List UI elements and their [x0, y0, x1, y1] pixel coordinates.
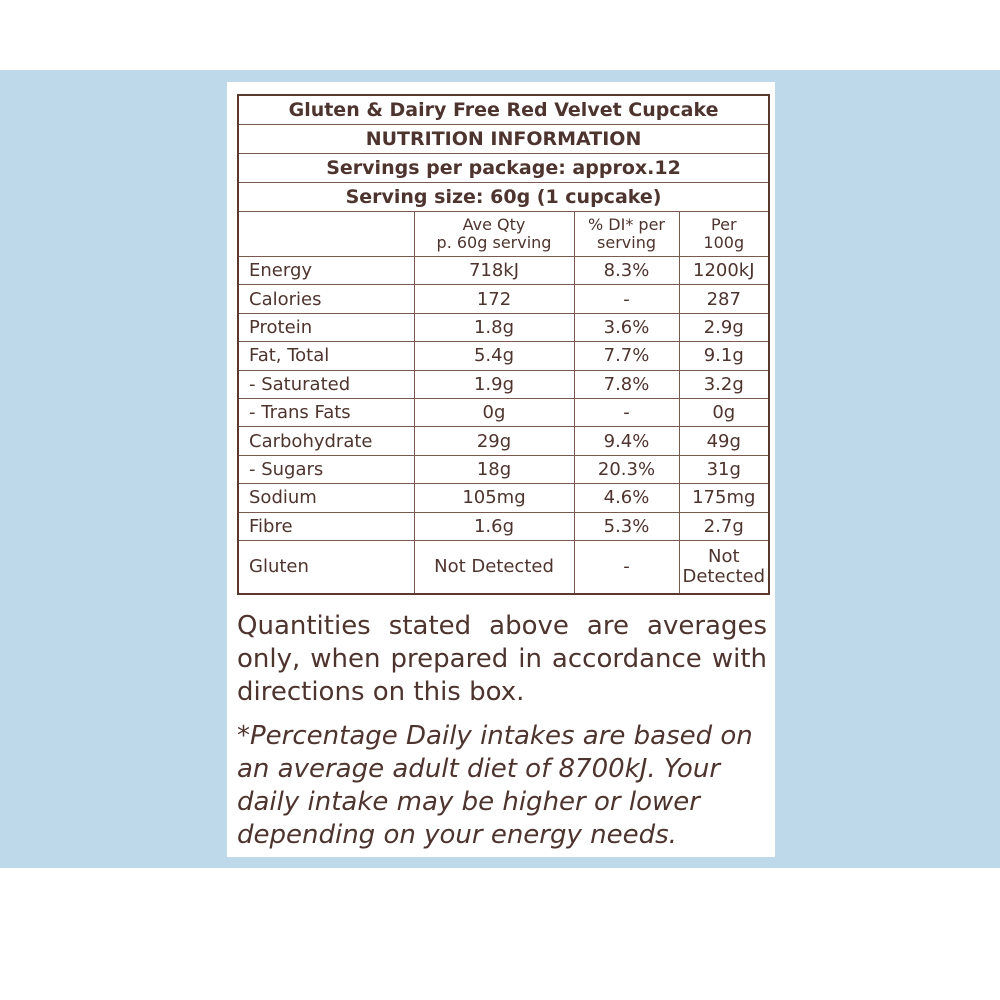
nutrient-name: Energy — [238, 257, 414, 285]
per-serving-value: 18g — [414, 455, 574, 483]
nutrient-name: Carbohydrate — [238, 427, 414, 455]
nutrition-table — [237, 94, 770, 595]
per-100g-line1: Not — [708, 545, 740, 567]
per-serving-value: 0g — [414, 398, 574, 426]
nutrient-name: - Sugars — [238, 455, 414, 483]
header-per-serving — [414, 212, 574, 257]
daily-intake-value: 8.3% — [574, 257, 679, 285]
per-serving-value: Not Detected — [414, 540, 574, 594]
per-100g-value: 9.1g — [679, 342, 769, 370]
per-100g-value: 175mg — [679, 484, 769, 512]
daily-intake-value: - — [574, 285, 679, 313]
per-serving-value: 172 — [414, 285, 574, 313]
daily-intake-value: 9.4% — [574, 427, 679, 455]
header-per100-line2: 100g — [703, 233, 745, 252]
nutrient-name: Protein — [238, 313, 414, 341]
header-per100-line1: Per — [711, 215, 737, 234]
nutrient-name: Fat, Total — [238, 342, 414, 370]
daily-intake-value: - — [574, 398, 679, 426]
serving-size: Serving size: 60g (1 cupcake) — [238, 183, 769, 212]
nutrient-row-fat-total — [238, 342, 769, 370]
per-100g-value: 2.9g — [679, 313, 769, 341]
per-serving-value: 1.8g — [414, 313, 574, 341]
daily-intake-value: 20.3% — [574, 455, 679, 483]
header-daily-intake — [574, 212, 679, 257]
nutrient-row-fibre — [238, 512, 769, 540]
header-per-100g — [679, 212, 769, 257]
per-100g-value: 1200kJ — [679, 257, 769, 285]
per-100g-value — [679, 540, 769, 594]
per-serving-value: 1.9g — [414, 370, 574, 398]
servings-per-package: Servings per package: approx.12 — [238, 154, 769, 183]
per-serving-value: 1.6g — [414, 512, 574, 540]
nutrient-name: Calories — [238, 285, 414, 313]
nutrient-row-carbohydrate — [238, 427, 769, 455]
nutrient-name: Gluten — [238, 540, 414, 594]
header-per-serving-line1: Ave Qty — [462, 215, 526, 234]
nutrient-name: - Trans Fats — [238, 398, 414, 426]
per-100g-line2: Detected — [682, 565, 766, 587]
nutrient-name: - Saturated — [238, 370, 414, 398]
header-di-line2: serving — [597, 233, 656, 252]
product-name: Gluten & Dairy Free Red Velvet Cupcake — [238, 95, 769, 125]
daily-intake-disclaimer: *Percentage Daily intakes are based on an average adult diet of 8700kJ. Your daily intake may be higher or lower depending on your energy needs. — [237, 721, 753, 850]
nutrient-row-saturated — [238, 370, 769, 398]
per-serving-value: 718kJ — [414, 257, 574, 285]
nutrient-row-sugars — [238, 455, 769, 483]
per-100g-value: 3.2g — [679, 370, 769, 398]
daily-intake-value: 7.7% — [574, 342, 679, 370]
header-di-line1: % DI* per — [588, 215, 665, 234]
per-100g-value: 49g — [679, 427, 769, 455]
per-serving-value: 105mg — [414, 484, 574, 512]
column-header-row — [238, 212, 769, 257]
daily-intake-value: 5.3% — [574, 512, 679, 540]
nutrition-label — [227, 82, 775, 857]
nutrient-row-protein — [238, 313, 769, 341]
nutrient-row-gluten — [238, 540, 769, 594]
nutrient-row-calories — [238, 285, 769, 313]
nutrient-row-trans-fats — [238, 398, 769, 426]
quantities-note: Quantities stated above are averages only, when prepared in accordance with directions on this box. — [237, 611, 767, 707]
section-heading: NUTRITION INFORMATION — [238, 125, 769, 154]
per-serving-value: 29g — [414, 427, 574, 455]
header-per-serving-line2: p. 60g serving — [436, 233, 552, 252]
nutrient-name: Sodium — [238, 484, 414, 512]
daily-intake-value: 4.6% — [574, 484, 679, 512]
daily-intake-value: 3.6% — [574, 313, 679, 341]
nutrient-name: Fibre — [238, 512, 414, 540]
per-100g-value: 31g — [679, 455, 769, 483]
daily-intake-value: - — [574, 540, 679, 594]
per-100g-value: 0g — [679, 398, 769, 426]
per-100g-value: 287 — [679, 285, 769, 313]
nutrient-row-energy — [238, 257, 769, 285]
per-serving-value: 5.4g — [414, 342, 574, 370]
daily-intake-value: 7.8% — [574, 370, 679, 398]
nutrient-row-sodium — [238, 484, 769, 512]
header-empty-cell — [238, 212, 414, 257]
per-100g-value: 2.7g — [679, 512, 769, 540]
